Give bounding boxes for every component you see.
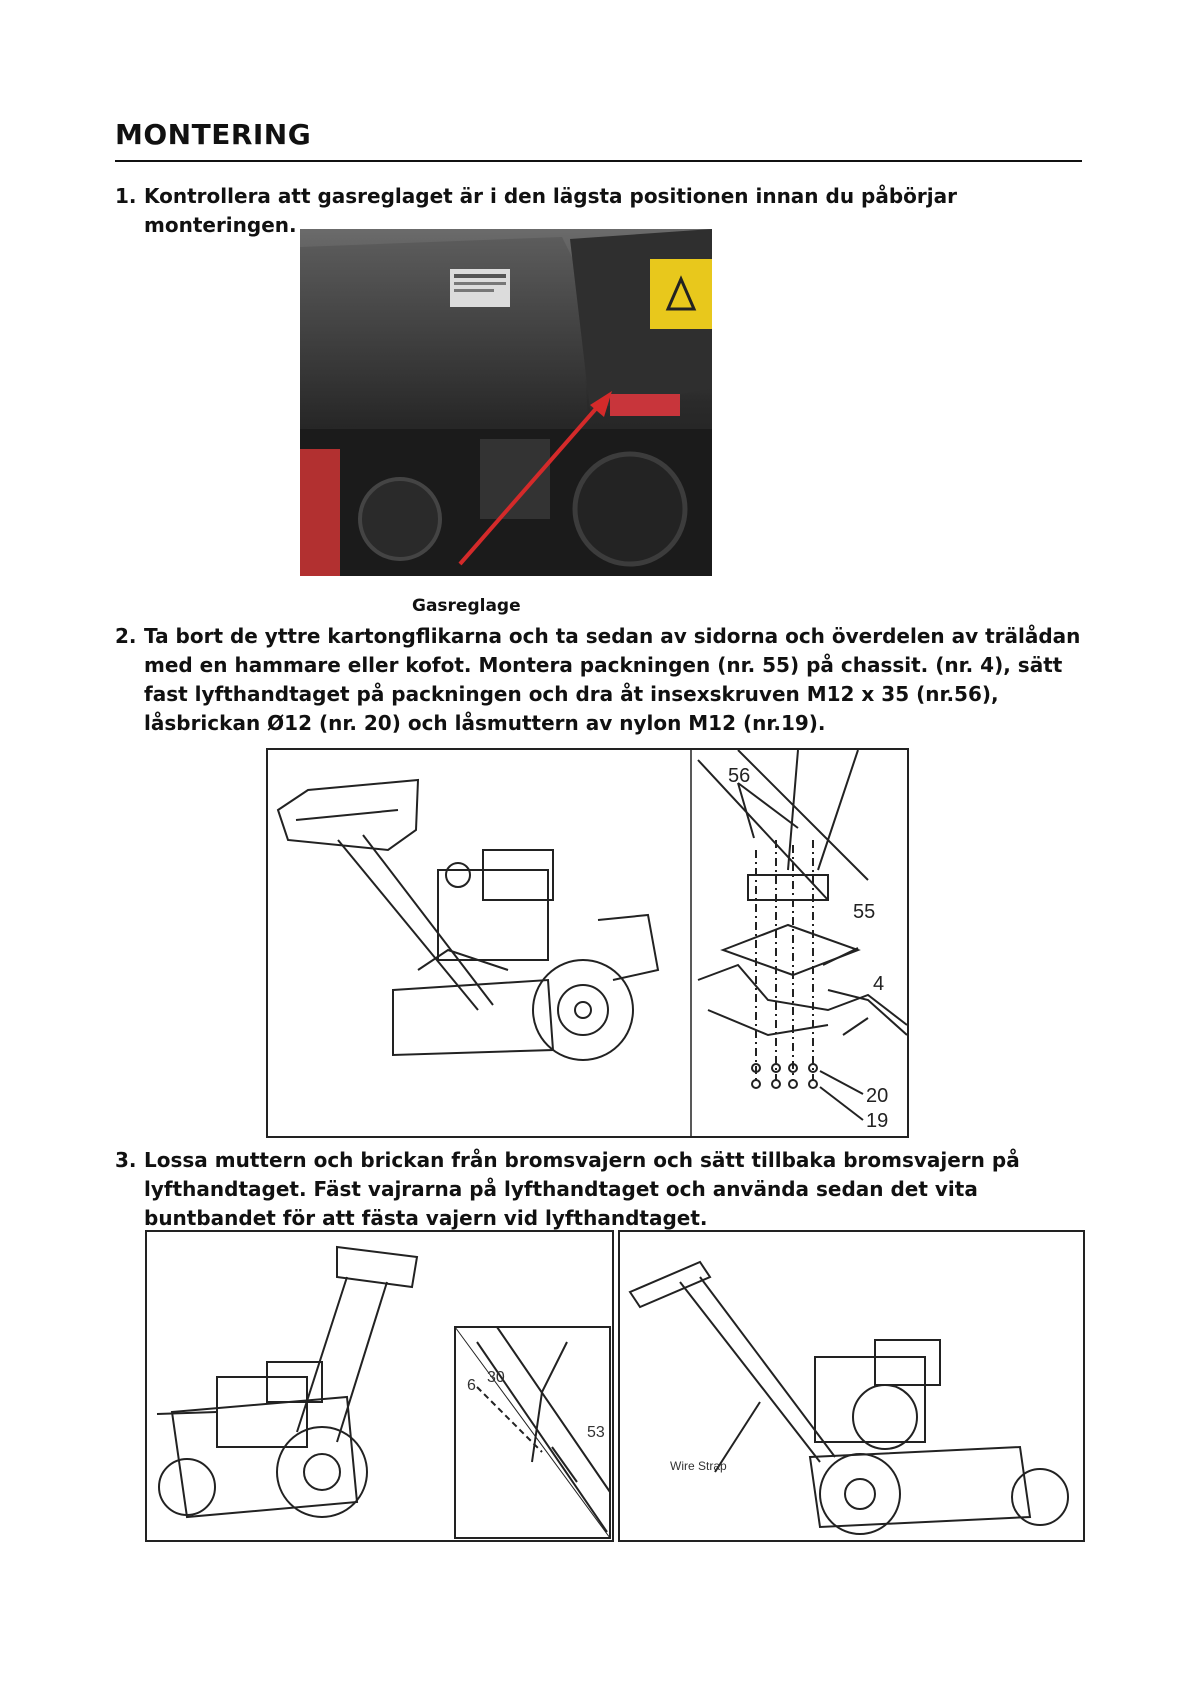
label-20: 20 [866,1085,889,1107]
step-text: Ta bort de yttre kartongflikarna och ta sedan av sidorna och överdelen av trälådan med en hammare eller kofot. Montera packningen (nr. 55) på chassit. (nr. 4), sätt fast lyfthandtaget på packningen och dra åt insexskruven M12 x 35 (nr.56), låsbrickan Ø12 (nr. 20) och låsmuttern av nylon M12 (nr.19). [144,624,1081,735]
label-6: 6 [467,1377,476,1394]
label-56: 56 [728,765,751,787]
throttle-photo [300,229,712,576]
photo-caption: Gasreglage [412,596,521,616]
step-number: 3. [115,1148,137,1172]
label-19: 19 [866,1110,889,1132]
assembly-figure-handle [266,748,909,1138]
page-title: MONTERING [115,118,312,151]
label-53: 53 [587,1424,605,1441]
title-divider [115,160,1082,162]
label-55: 55 [853,901,876,923]
wire-strap-figure [618,1230,1085,1542]
brake-cable-figure [145,1230,614,1542]
wire-strap-label: Wire Strap [670,1459,727,1473]
step-number: 2. [115,624,137,648]
step-text: Lossa muttern och brickan från bromsvajern och sätt tillbaka bromsvajern på lyfthandtaget. Fäst vajrarna på lyfthandtaget och använda sedan det vita buntbandet för att fästa vajern vid lyfthandtaget. [144,1148,1020,1230]
step-text: Kontrollera att gasreglaget är i den lägsta positionen innan du påbörjar monteringen. [144,184,957,237]
step-number: 1. [115,184,137,208]
step-3 [115,1146,1095,1233]
step-2 [115,622,1095,738]
label-4: 4 [873,973,885,995]
label-30: 30 [487,1369,505,1386]
